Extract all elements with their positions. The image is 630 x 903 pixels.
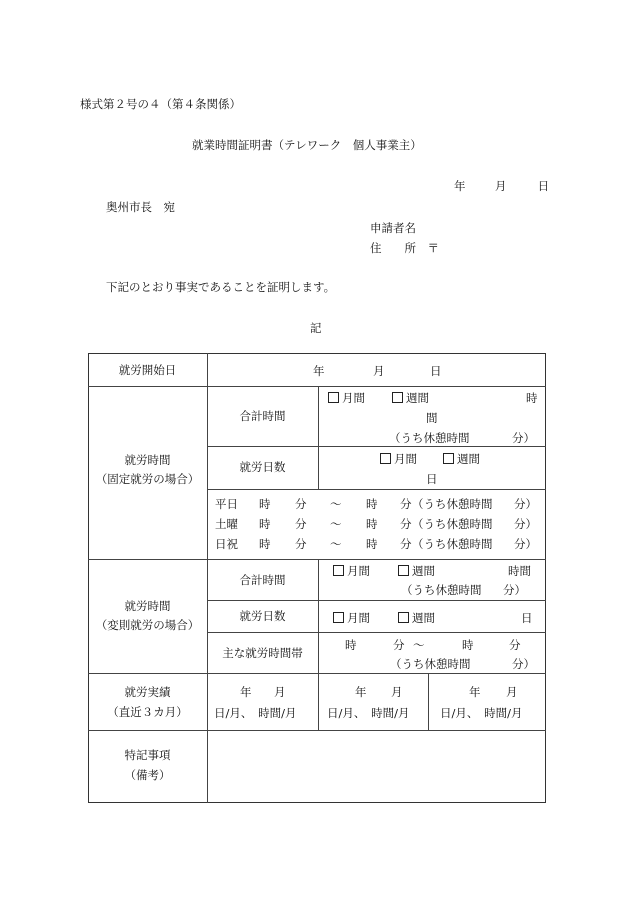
schedule-h2: 時 xyxy=(366,537,378,551)
main-hours-m2: 分 xyxy=(509,638,521,652)
ki-marker: 記 xyxy=(310,321,322,335)
checkbox-icon[interactable] xyxy=(333,612,344,623)
schedule-m2: 分 xyxy=(400,537,412,551)
row-divider xyxy=(88,386,546,387)
variable-days-weekly-option[interactable]: 週間 xyxy=(398,610,435,626)
schedule-break-unit: 分） xyxy=(514,497,537,511)
fixed-work-label-line2: （固定就労の場合） xyxy=(95,472,200,486)
variable-total-break-text: （うち休憩時間 xyxy=(401,583,482,597)
checkbox-icon[interactable] xyxy=(380,453,391,464)
variable-total-monthly-option[interactable]: 月間 xyxy=(333,563,370,579)
schedule-tilde: ～ xyxy=(330,497,342,511)
schedule-day: 日祝 xyxy=(215,537,238,551)
fixed-total-hours-label: 合計時間 xyxy=(239,409,286,423)
fixed-total-break-unit: 分） xyxy=(512,431,535,445)
schedule-h2: 時 xyxy=(366,497,378,511)
fixed-work-days-label: 就労日数 xyxy=(239,460,286,474)
actual-work-label-line1: 就労実績 xyxy=(124,685,171,699)
variable-total-break-unit: 分） xyxy=(503,583,526,597)
document-title: 就業時間証明書（テレワーク 個人事業主） xyxy=(192,138,422,152)
remarks-field[interactable] xyxy=(208,731,545,802)
actual-detail: 日/月、 時間/月 xyxy=(440,706,523,720)
fixed-total-hour-unit: 時 xyxy=(526,391,538,405)
actual-year: 年 xyxy=(355,685,367,699)
row-divider xyxy=(207,632,546,633)
fixed-work-label xyxy=(88,451,207,489)
checkbox-icon[interactable] xyxy=(392,392,403,403)
fixed-days-weekly-option[interactable]: 週間 xyxy=(443,451,480,467)
row-divider xyxy=(207,489,546,490)
actual-work-label-line2: （直近３カ月） xyxy=(107,705,188,719)
date-line xyxy=(454,178,549,194)
fixed-total-break-text: （うち休憩時間 xyxy=(389,431,470,445)
variable-work-label-line1: 就労時間 xyxy=(124,599,171,613)
checkbox-icon[interactable] xyxy=(443,453,454,464)
addressee: 奥州市長 宛 xyxy=(106,200,175,214)
row-divider xyxy=(207,446,546,447)
column-divider xyxy=(428,673,429,730)
checkbox-icon[interactable] xyxy=(398,565,409,576)
fixed-total-weekly-option[interactable]: 週間 xyxy=(392,390,429,406)
remarks-label-line2: （備考） xyxy=(124,768,171,782)
applicant-address-label: 住 所 〒 xyxy=(370,241,439,255)
variable-work-label-line2: （変則就労の場合） xyxy=(95,618,200,632)
column-divider xyxy=(318,386,319,489)
schedule-m1: 分 xyxy=(295,537,307,551)
main-hours-break-text: （うち休憩時間 xyxy=(390,657,471,671)
actual-month: 月 xyxy=(391,685,403,699)
schedule-m2: 分 xyxy=(400,497,412,511)
variable-days-monthly-option[interactable]: 月間 xyxy=(333,610,370,626)
certification-statement: 下記のとおり事実であることを証明します。 xyxy=(106,280,336,294)
actual-year: 年 xyxy=(240,685,252,699)
date-day-label: 日 xyxy=(537,179,550,193)
remarks-label xyxy=(88,745,207,785)
main-hours-break-unit: 分） xyxy=(512,657,535,671)
main-hours-label: 主な就労時間帯 xyxy=(222,646,303,660)
applicant-name-label: 申請者名 xyxy=(370,221,416,235)
checkbox-icon[interactable] xyxy=(398,612,409,623)
main-hours-h1: 時 xyxy=(345,638,357,652)
actual-month: 月 xyxy=(274,685,286,699)
schedule-break-unit: 分） xyxy=(514,517,537,531)
actual-work-label xyxy=(88,682,207,722)
column-divider xyxy=(318,559,319,673)
checkbox-icon[interactable] xyxy=(328,392,339,403)
schedule-tilde: ～ xyxy=(330,517,342,531)
fixed-work-label-line1: 就労時間 xyxy=(124,453,171,467)
main-hours-tilde: ～ xyxy=(413,638,425,652)
schedule-h2: 時 xyxy=(366,517,378,531)
variable-days-unit: 日 xyxy=(521,611,533,625)
schedule-break-text: （うち休憩時間 xyxy=(412,537,493,551)
fixed-total-hour-unit-2: 間 xyxy=(426,411,438,425)
schedule-day: 平日 xyxy=(215,497,238,511)
schedule-day: 土曜 xyxy=(215,517,238,531)
variable-total-hour-unit: 時間 xyxy=(508,564,531,578)
actual-year: 年 xyxy=(469,685,481,699)
date-year-label: 年 xyxy=(454,179,466,193)
row-divider xyxy=(88,673,546,674)
schedule-m2: 分 xyxy=(400,517,412,531)
schedule-h1: 時 xyxy=(259,517,271,531)
row-divider xyxy=(88,559,546,560)
main-hours-h2: 時 xyxy=(462,638,474,652)
form-number: 様式第２号の４（第４条関係） xyxy=(80,97,241,111)
checkbox-icon[interactable] xyxy=(333,565,344,576)
schedule-h1: 時 xyxy=(259,537,271,551)
start-date-month: 月 xyxy=(373,364,385,378)
schedule-tilde: ～ xyxy=(330,537,342,551)
main-hours-m1: 分 xyxy=(393,638,405,652)
start-date-label: 就労開始日 xyxy=(118,363,177,377)
fixed-days-monthly-option[interactable]: 月間 xyxy=(380,451,417,467)
schedule-break-text: （うち休憩時間 xyxy=(412,517,493,531)
start-date-year: 年 xyxy=(313,364,325,378)
row-divider xyxy=(207,600,546,601)
actual-detail: 日/月、 時間/月 xyxy=(214,706,297,720)
column-divider xyxy=(318,673,319,730)
schedule-break-unit: 分） xyxy=(514,537,537,551)
remarks-label-line1: 特記事項 xyxy=(124,748,171,762)
variable-total-hours-label: 合計時間 xyxy=(239,573,286,587)
variable-total-weekly-option[interactable]: 週間 xyxy=(398,563,435,579)
actual-month: 月 xyxy=(506,685,518,699)
schedule-m1: 分 xyxy=(295,517,307,531)
schedule-break-text: （うち休憩時間 xyxy=(412,497,493,511)
variable-work-days-label: 就労日数 xyxy=(239,609,286,623)
fixed-days-unit: 日 xyxy=(426,472,438,486)
schedule-h1: 時 xyxy=(259,497,271,511)
start-date-day: 日 xyxy=(430,364,442,378)
fixed-total-monthly-option[interactable]: 月間 xyxy=(328,390,365,406)
variable-work-label xyxy=(88,597,207,635)
actual-detail: 日/月、 時間/月 xyxy=(327,706,410,720)
date-month-label: 月 xyxy=(494,179,507,193)
schedule-m1: 分 xyxy=(295,497,307,511)
